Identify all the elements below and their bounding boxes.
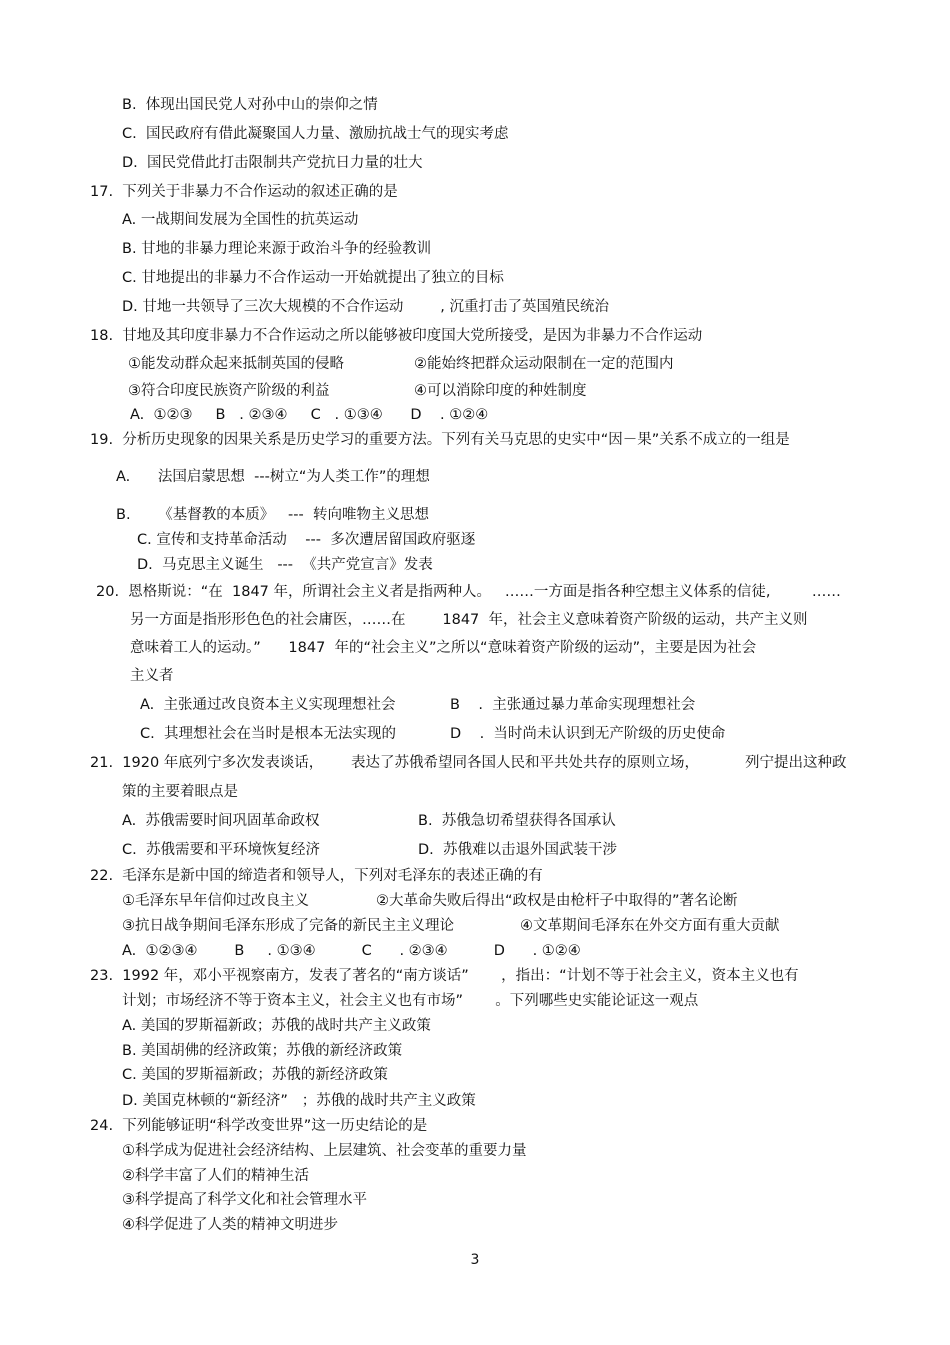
q21-option-b: B. 苏俄急切希望获得各国承认 [418, 813, 616, 829]
q16-option-b: B. 体现出国民党人对孙中山的崇仰之情 [122, 97, 378, 113]
q19-stem: 19. 分析历史现象的因果关系是历史学习的重要方法。下列有关马克思的史实中“因－果”关系不成立的一组是 [90, 432, 790, 448]
q23-option-b: B. 美国胡佛的经济政策；苏俄的新经济政策 [122, 1043, 403, 1059]
q21-option-c: C. 苏俄需要和平环境恢复经济 [122, 842, 320, 858]
q23-option-d: D. 美国克林顿的“新经济” ；苏俄的战时共产主义政策 [122, 1093, 476, 1109]
q23-option-c: C. 美国的罗斯福新政；苏俄的新经济政策 [122, 1067, 388, 1083]
q19-option-c: C. 宣传和支持革命活动 --- 多次遭居留国政府驱逐 [137, 532, 476, 548]
q22-statement-2: ②大革命失败后得出“政权是由枪杆子中取得的”著名论断 [376, 893, 738, 909]
q19-option-b: B. 《基督教的本质》 --- 转向唯物主义思想 [116, 507, 429, 523]
q22-statement-4: ④文革期间毛泽东在外交方面有重大贡献 [520, 918, 780, 934]
q20-stem-line-3: 意味着工人的运动。” 1847 年的“社会主义”之所以“意味着资产阶级的运动”，主要是因为社会 [130, 640, 757, 656]
q20-stem-line-2: 另一方面是指形形色色的社会庸医，……在 1847 年，社会主义意味着资产阶级的运动，共产主义则 [130, 612, 808, 628]
q24-statement-3: ③科学提高了科学文化和社会管理水平 [122, 1192, 367, 1208]
q17-option-c: C. 甘地提出的非暴力不合作运动一开始就提出了独立的目标 [122, 270, 504, 286]
q22-stem: 22. 毛泽东是新中国的缔造者和领导人，下列对毛泽东的表述正确的有 [90, 868, 543, 884]
q21-stem-line-1: 21. 1920 年底列宁多次发表谈话， 表达了苏俄希望同各国人民和平共处共存的原则立场， 列宁提出这种政 [90, 755, 847, 771]
q22-options: A. ①②③④ B . ①③④ C . ②③④ D . ①②④ [122, 943, 581, 959]
q18-statement-2: ②能始终把群众运动限制在一定的范围内 [414, 356, 674, 372]
q21-option-a: A. 苏俄需要时间巩固革命政权 [122, 813, 320, 829]
q18-options: A. ①②③ B . ②③④ C . ①③④ D . ①②④ [130, 407, 489, 423]
q17-option-b: B. 甘地的非暴力理论来源于政治斗争的经验教训 [122, 241, 432, 257]
q24-statement-1: ①科学成为促进社会经济结构、上层建筑、社会变革的重要力量 [122, 1143, 527, 1159]
q20-option-c: C. 其理想社会在当时是根本无法实现的 [140, 726, 396, 742]
q20-option-b: B . 主张通过暴力革命实现理想社会 [450, 697, 696, 713]
q16-option-d: D. 国民党借此打击限制共产党抗日力量的壮大 [122, 155, 423, 171]
q21-option-d: D. 苏俄难以击退外国武装干涉 [418, 842, 617, 858]
q22-statement-3: ③抗日战争期间毛泽东形成了完备的新民主主义理论 [122, 918, 454, 934]
q24-stem: 24. 下列能够证明“科学改变世界”这一历史结论的是 [90, 1118, 428, 1134]
q17-option-a: A. 一战期间发展为全国性的抗英运动 [122, 212, 359, 228]
q17-stem: 17. 下列关于非暴力不合作运动的叙述正确的是 [90, 184, 398, 200]
q16-option-c: C. 国民政府有借此凝聚国人力量、激励抗战士气的现实考虑 [122, 126, 509, 142]
q24-statement-2: ②科学丰富了人们的精神生活 [122, 1168, 309, 1184]
q20-option-a: A. 主张通过改良资本主义实现理想社会 [140, 697, 396, 713]
q17-option-d: D. 甘地一共领导了三次大规模的不合作运动 , 沉重打击了英国殖民统治 [122, 299, 609, 315]
q18-statement-3: ③符合印度民族资产阶级的利益 [128, 383, 330, 399]
q20-stem-line-4: 主义者 [130, 668, 174, 684]
q23-stem-line-1: 23. 1992 年，邓小平视察南方，发表了著名的“南方谈话” ，指出：“计划不等于社会主义，资本主义也有 [90, 968, 799, 984]
q19-option-d: D. 马克思主义诞生 --- 《共产党宣言》发表 [137, 557, 433, 573]
q20-option-d: D . 当时尚未认识到无产阶级的历史使命 [450, 726, 726, 742]
q18-statement-1: ①能发动群众起来抵制英国的侵略 [128, 356, 344, 372]
q23-stem-line-2: 计划；市场经济不等于资本主义，社会主义也有市场” 。下列哪些史实能论证这一观点 [122, 993, 699, 1009]
q21-stem-line-2: 策的主要着眼点是 [122, 784, 238, 800]
q23-option-a: A. 美国的罗斯福新政；苏俄的战时共产主义政策 [122, 1018, 431, 1034]
q19-option-a: A. 法国启蒙思想 ---树立“为人类工作”的理想 [116, 469, 430, 485]
page-number: 3 [470, 1252, 480, 1268]
q18-stem: 18. 甘地及其印度非暴力不合作运动之所以能够被印度国大党所接受，是因为非暴力不合作运动 [90, 328, 703, 344]
q20-stem-line-1: 20. 恩格斯说：“在 1847 年，所谓社会主义者是指两种人。 ……一方面是指各种空想主义体系的信徒, …… [96, 584, 841, 600]
q22-statement-1: ①毛泽东早年信仰过改良主义 [122, 893, 309, 909]
q24-statement-4: ④科学促进了人类的精神文明进步 [122, 1217, 338, 1233]
q18-statement-4: ④可以消除印度的种姓制度 [414, 383, 587, 399]
